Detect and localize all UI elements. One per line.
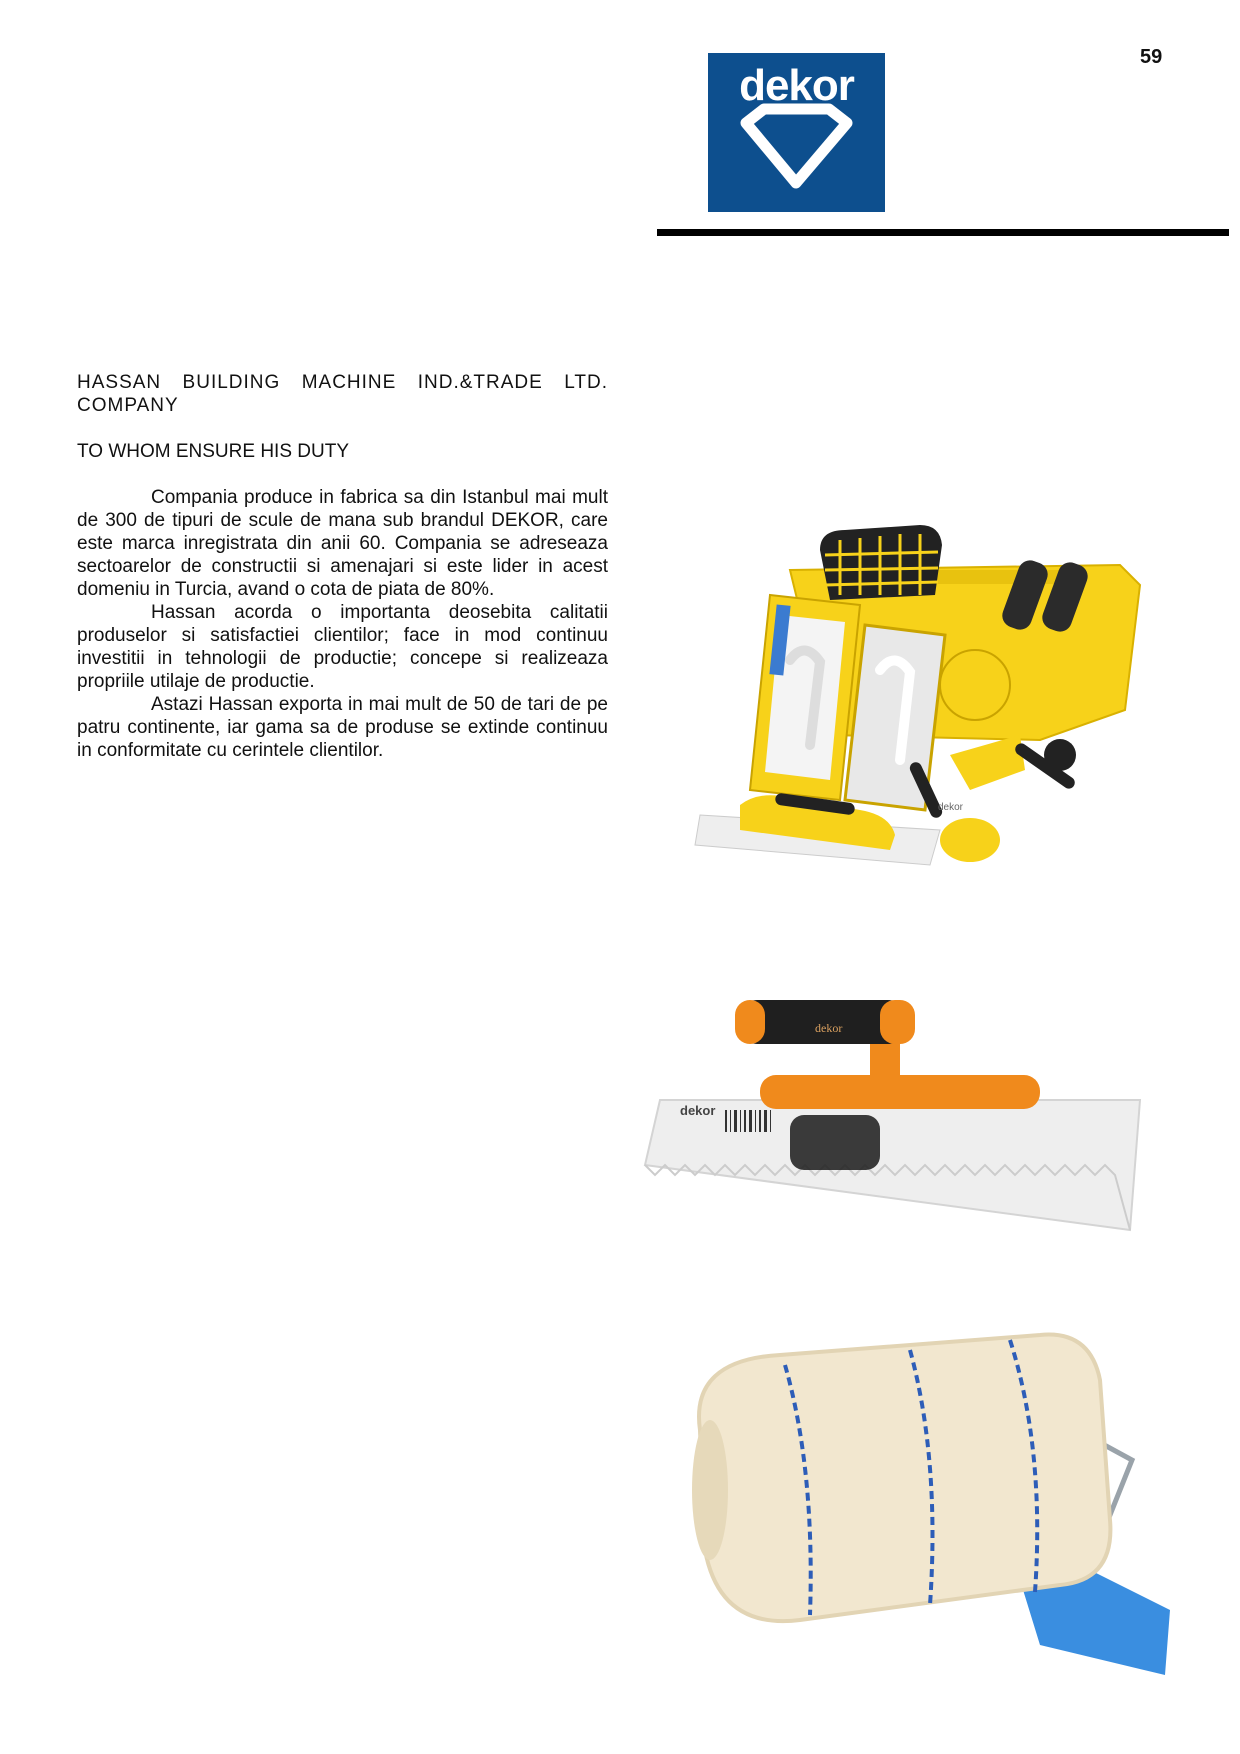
letter-text <box>77 371 608 762</box>
paragraph-2: Hassan acorda o importanta deosebita calitatii produselor si satisfactiei clientilor; face in mod continuu investitii in tehnologii de productie; concepe si realizeaza propriile utilaje de productie. <box>77 602 608 692</box>
salutation: TO WHOM ENSURE HIS DUTY <box>77 441 349 462</box>
trowel-handle-label: dekor <box>815 1021 843 1035</box>
page-number: 59 <box>1140 46 1163 68</box>
dekor-logo <box>708 53 885 212</box>
trowel-plate-label: dekor <box>680 1103 716 1118</box>
company-name: HASSAN BUILDING MACHINE IND.&TRADE LTD. COMPANY <box>77 372 608 416</box>
notched-trowel-photo <box>640 990 1150 1240</box>
header-rule <box>657 229 1229 236</box>
paragraph-3: Astazi Hassan exporta in mai mult de 50 de tari de pe patru continente, iar gama sa de produse se extinde continuu in conformitate cu cerintele clientilor. <box>77 694 608 761</box>
kit-float-label: dekor <box>938 802 964 813</box>
logo-text: dekor <box>739 61 854 110</box>
diamond-icon <box>708 53 885 212</box>
paint-roller-photo <box>660 1320 1180 1675</box>
paint-kit-photo <box>680 510 1180 895</box>
paragraph-1: Compania produce in fabrica sa din Istanbul mai mult de 300 de tipuri de scule de mana sub brandul DEKOR, care este marca inregistrata din anii 60. Compania se adreseaza sectoarelor de constructii si amenajari si este lider in acest domeniu in Turcia, avand o cota de piata de 80%. <box>77 487 608 600</box>
